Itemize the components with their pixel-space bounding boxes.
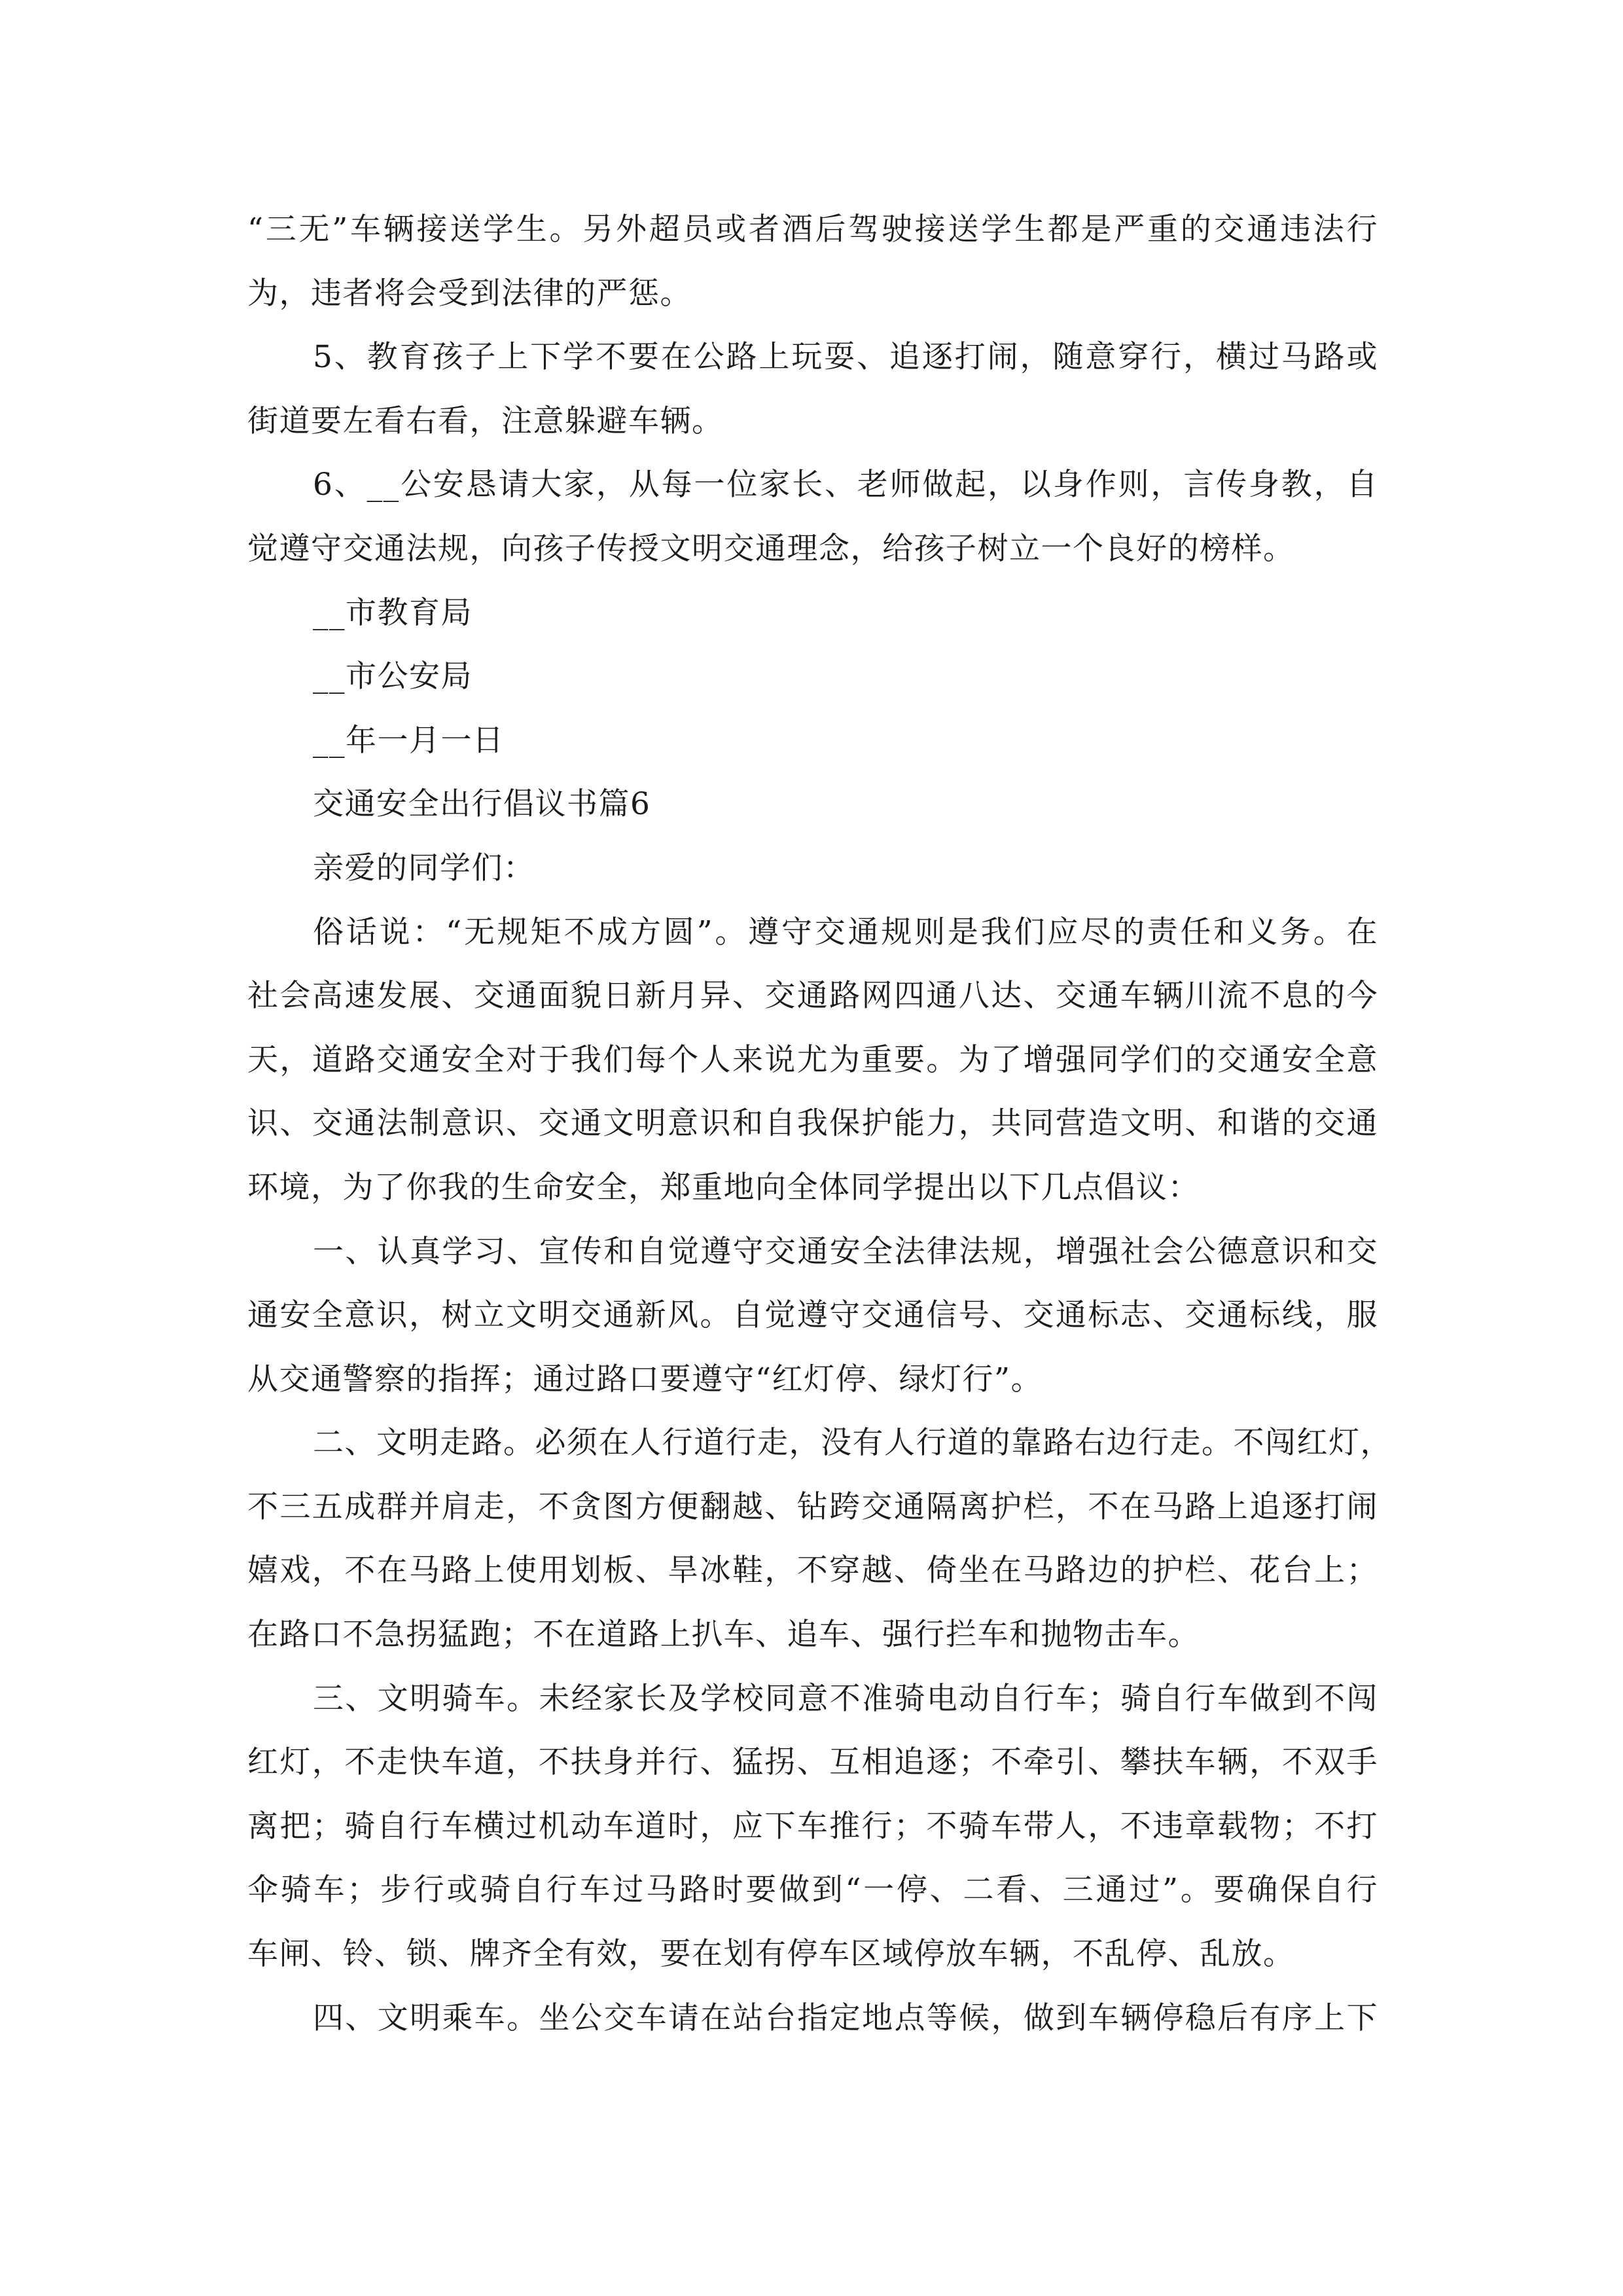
text-line: 从交通警察的指挥；通过路口要遵守“红灯停、绿灯行”。 bbox=[247, 1361, 1043, 1397]
text-line: 车闸、铃、锁、牌齐全有效，要在划有停车区域停放车辆，不乱停、乱放。 bbox=[247, 1936, 1295, 1973]
text-line: 环境，为了你我的生命安全，郑重地向全体同学提出以下几点倡议： bbox=[247, 1169, 1200, 1206]
text-line: 三、文明骑车。未经家长及学校同意不准骑电动自行车；骑自行车做到不闯 bbox=[313, 1680, 1378, 1717]
text-line: “三无”车辆接送学生。另外超员或者酒后驾驶接送学生都是严重的交通违法行 bbox=[247, 211, 1378, 247]
text-line: 二、文明走路。必须在人行道行走，没有人行道的靠路右边行走。不闯红灯， bbox=[313, 1425, 1392, 1462]
text-line: 社会高速发展、交通面貌日新月异、交通路网四通八达、交通车辆川流不息的今 bbox=[247, 978, 1378, 1014]
text-line: 离把；骑自行车横过机动车道时，应下车推行；不骑车带人，不违章载物；不打 bbox=[247, 1808, 1378, 1844]
document-body bbox=[247, 198, 1392, 2050]
text-line: 5、教育孩子上下学不要在公路上玩耍、追逐打闹，随意穿行，横过马路或 bbox=[313, 339, 1378, 376]
text-line: 识、交通法制意识、交通文明意识和自我保护能力，共同营造文明、和谐的交通 bbox=[247, 1105, 1378, 1142]
text-line: __市教育局 bbox=[313, 594, 473, 631]
text-line: 伞骑车；步行或骑自行车过马路时要做到“一停、二看、三通过”。要确保自行 bbox=[247, 1872, 1378, 1909]
text-line: 嬉戏，不在马路上使用划板、旱冰鞋，不穿越、倚坐在马路边的护栏、花台上； bbox=[247, 1552, 1378, 1589]
text-line: 红灯，不走快车道，不扶身并行、猛拐、互相追逐；不牵引、攀扶车辆，不双手 bbox=[247, 1744, 1378, 1781]
text-line: 天，道路交通安全对于我们每个人来说尤为重要。为了增强同学们的交通安全意 bbox=[247, 1041, 1378, 1078]
text-line: 6、__公安恳请大家，从每一位家长、老师做起，以身作则，言传身教，自 bbox=[313, 467, 1378, 503]
text-line: 街道要左看右看，注意躲避车辆。 bbox=[247, 403, 724, 439]
text-line: 一、认真学习、宣传和自觉遵守交通安全法律法规，增强社会公德意识和交 bbox=[313, 1233, 1378, 1270]
text-line: __年一月一日 bbox=[313, 722, 505, 759]
text-line: 亲爱的同学们： bbox=[313, 850, 535, 886]
text-line: 四、文明乘车。坐公交车请在站台指定地点等候，做到车辆停稳后有序上下 bbox=[313, 2000, 1378, 2036]
text-line: 通安全意识，树立文明交通新风。自觉遵守交通信号、交通标志、交通标线，服 bbox=[247, 1297, 1378, 1334]
text-line: 俗话说：“无规矩不成方圆”。遵守交通规则是我们应尽的责任和义务。在 bbox=[313, 914, 1378, 950]
text-line: 交通安全出行倡议书篇6 bbox=[313, 786, 651, 823]
text-line: 在路口不急拐猛跑；不在道路上扒车、追车、强行拦车和抛物击车。 bbox=[247, 1617, 1200, 1653]
text-line: __市公安局 bbox=[313, 658, 473, 695]
text-line: 觉遵守交通法规，向孩子传授文明交通理念，给孩子树立一个良好的榜样。 bbox=[247, 530, 1295, 567]
text-line: 不三五成群并肩走，不贪图方便翻越、钻跨交通隔离护栏，不在马路上追逐打闹 bbox=[247, 1488, 1378, 1525]
text-line: 为，违者将会受到法律的严惩。 bbox=[247, 275, 692, 312]
